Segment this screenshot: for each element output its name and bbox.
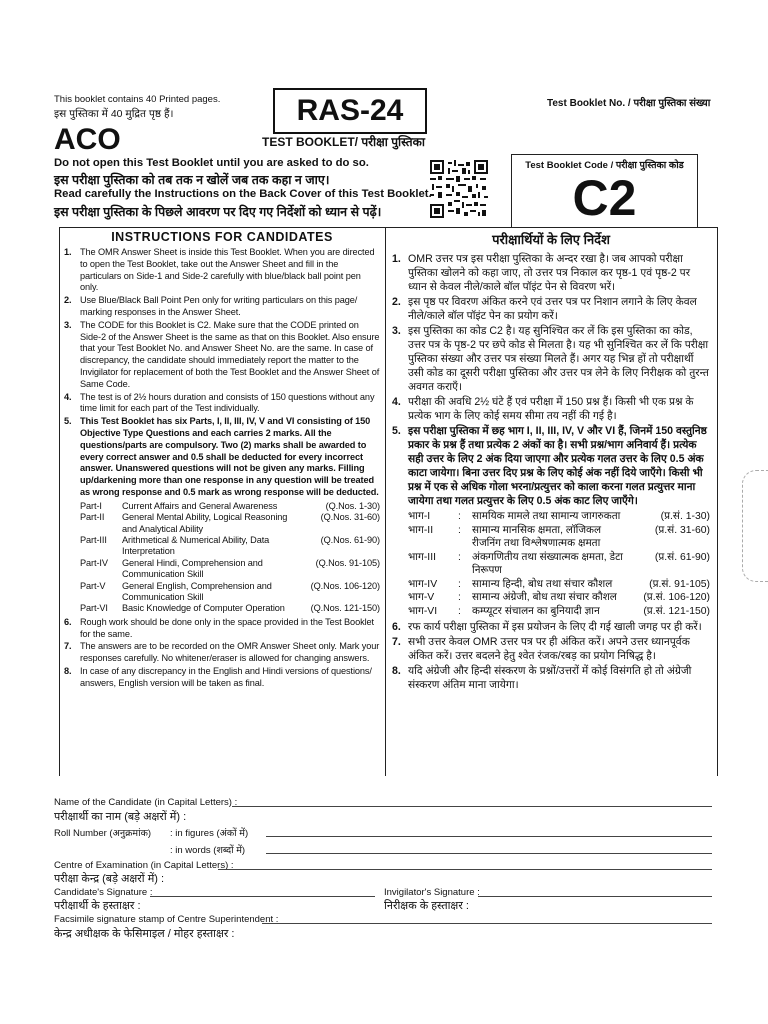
warning-open-en: Do not open this Test Booklet until you are asked to do so.: [54, 157, 369, 169]
en-item-number: 3.: [64, 319, 72, 330]
invigilator-signature-label-en: Invigilator's Signature :: [384, 887, 480, 898]
instructions-hi-list: [392, 252, 710, 692]
hi-part-label: भाग-II: [408, 524, 434, 536]
hi-item: [392, 395, 710, 423]
en-part-label: Part-VI: [80, 603, 108, 614]
hi-item-number: 3.: [392, 325, 401, 337]
en-part-name: General Hindi, Comprehension and Communication Skill: [122, 557, 263, 580]
hi-item-text: इस पुस्तिका का कोड C2 है। यह सुनिश्चित कर लें कि इस पुस्तिका का कोड, उत्तर पत्र के पृष्ठ-2 पर छपे कोड से मिलता है। यह भी सुनिश्चित कर लें कि परीक्षा पुस्तिका संख्या और उत्तर पत्र संख्या मिलते हैं। अगर यह भिन्न हों तो परीक्षार्थी उसी कोड का दूसरी परीक्षा पुस्तिका और उत्तर पत्र लेने के लिए निरीक्षक को तुरन्त अवगत कराएँ।: [408, 325, 709, 393]
en-part-name: Current Affairs and General Awareness: [122, 500, 278, 511]
hi-item-text: OMR उत्तर पत्र इस परीक्षा पुस्तिका के अन्दर रखा है। जब आपको परीक्षा पुस्तिका खोलने को कहा जाए, तो उत्तर पत्र निकाल कर पृष्ठ-1 एवं पृष्ठ-2 पर ध्यान से केवल नीले/काले बॉल पॉइंट पेन से विवरण भरें।: [408, 253, 691, 293]
hi-item-number: 1.: [392, 253, 401, 265]
en-part-label: Part-III: [80, 534, 107, 545]
ras-title: RAS-24: [296, 94, 404, 127]
hi-part-questions: (प्र.सं. 121-150): [643, 605, 710, 617]
hi-part-name: सामान्य मानसिक क्षमता, लॉजिकल रीजनिंग तथा विश्लेषणात्मक क्षमता: [472, 524, 602, 549]
warning-read-en: Read carefully the Instructions on the Back Cover of this Test Booklet.: [54, 188, 432, 200]
en-item: [64, 617, 380, 641]
en-part-label: Part-I: [80, 500, 102, 511]
hi-item-text: इस पृष्ठ पर विवरण अंकित करने एवं उत्तर पत्र पर निशान लगाने के लिए केवल नीले/काले बॉल पॉइंट पेन का प्रयोग करें।: [408, 296, 697, 322]
en-item-text: Use Blue/Black Ball Point Pen only for writing particulars on this page/ marking responses in the Answer Sheet.: [80, 295, 358, 317]
warning-open-hi: इस परीक्षा पुस्तिका को तब तक न खोलें जब तक कहा न जाए।: [54, 173, 330, 187]
en-item-text: The answers are to be recorded on the OMR Answer Sheet only. Mark your responses carefully. No whitener/eraser is allowed for changing answers.: [80, 641, 380, 664]
en-item-text: Rough work should be done only in the space provided in the Test Booklet for the same.: [80, 616, 374, 639]
colon-separator: :: [458, 605, 461, 617]
hi-part-questions: (प्र.सं. 91-105): [649, 578, 710, 590]
en-part-questions: (Q.Nos. 91-105): [315, 557, 380, 568]
hi-item-number: 2.: [392, 296, 401, 308]
hi-part-questions: (प्र.सं. 61-90): [654, 551, 710, 563]
hi-part-name: सामान्य अंग्रेजी, बोध तथा संचार कौशल: [472, 592, 617, 603]
name-label-hi: परीक्षार्थी का नाम (बड़े अक्षरों में) :: [54, 811, 187, 823]
hi-part-name: सामान्य हिन्दी, बोध तथा संचार कौशल: [472, 578, 613, 590]
en-part-questions: (Q.Nos. 1-30): [325, 500, 380, 511]
en-part-name: General Mental Ability, Logical Reasoning and Analytical Ability: [122, 512, 288, 534]
hi-part-questions: (प्र.सं. 31-60): [654, 524, 710, 536]
hi-part-name: सामयिक मामले तथा सामान्य जागरुकता: [472, 511, 621, 522]
colon-separator: :: [458, 551, 461, 563]
frame-right-line: [717, 227, 718, 776]
roll-figures-label: : in figures (अंकों में): [170, 828, 249, 839]
booklet-code-label: Test Booklet Code / परीक्षा पुस्तिका कोड: [525, 160, 684, 171]
hi-item-text: रफ कार्य परीक्षा पुस्तिका में इस प्रयोजन के लिए दी गई खाली जगह पर ही करें।: [408, 621, 702, 633]
hi-item: [392, 620, 710, 634]
colon-separator: :: [458, 511, 461, 522]
name-line[interactable]: [232, 806, 712, 807]
en-item-text: The OMR Answer Sheet is inside this Test Booklet. When you are directed to open the Test Booklet, take out the Answer Sheet and fill in the particulars on Side-1 and Side-2 carefully with blue/black ball point pen only.: [80, 247, 375, 293]
instructions-en-list: [64, 247, 380, 690]
en-item-number: 4.: [64, 391, 72, 402]
hi-item: [392, 295, 710, 323]
pages-hi: इस पुस्तिका में 40 मुद्रित पृष्ठ हैं।: [54, 108, 174, 120]
centre-line[interactable]: [218, 869, 712, 870]
en-item: [64, 666, 380, 690]
en-parts-table: [80, 501, 380, 615]
en-item: [64, 416, 380, 499]
colon-separator: :: [458, 592, 461, 603]
en-item-number: 5.: [64, 416, 72, 427]
pages-en: This booklet contains 40 Printed pages.: [54, 94, 221, 105]
hi-part-name: अंकगणितीय तथा संख्यात्मक क्षमता, डेटा निरूपण: [472, 551, 623, 576]
hi-part-label: भाग-I: [408, 511, 431, 522]
en-part-questions: (Q.Nos. 121-150): [310, 603, 380, 614]
en-part-name: Basic Knowledge of Computer Operation: [122, 603, 285, 614]
test-booklet-label: TEST BOOKLET/ परीक्षा पुस्तिका: [262, 135, 425, 149]
frame-top-line: [59, 227, 717, 228]
en-part-label: Part-II: [80, 512, 105, 523]
hi-parts-table: [408, 510, 710, 618]
booklet-code-box: [511, 154, 698, 228]
frame-divider-line: [385, 227, 386, 776]
instructions-en-title: INSTRUCTIONS FOR CANDIDATES: [111, 230, 333, 244]
qr-code-icon: [430, 160, 488, 218]
centre-label-en: Centre of Examination (in Capital Letters) :: [54, 860, 234, 871]
roll-figures-line[interactable]: [266, 836, 712, 837]
en-part-label: Part-IV: [80, 557, 108, 568]
hi-part-questions: (प्र.सं. 106-120): [643, 592, 710, 603]
hi-part-label: भाग-IV: [408, 578, 438, 590]
stamp-label-hi: केन्द्र अधीक्षक के फेसिमाइल / मोहर हस्ताक्षर :: [54, 928, 235, 940]
hi-item-number: 6.: [392, 621, 401, 633]
ras-box: [273, 88, 427, 134]
hi-part-questions: (प्र.सं. 1-30): [660, 511, 710, 522]
name-label-en: Name of the Candidate (in Capital Letters) :: [54, 797, 238, 808]
hi-item-number: 8.: [392, 665, 401, 677]
invigilator-signature-label-hi: निरीक्षक के हस्ताक्षर :: [384, 900, 469, 912]
booklet-no-label: Test Booklet No. / परीक्षा पुस्तिका संख्या: [547, 98, 711, 109]
hi-item-text: सभी उत्तर केवल OMR उत्तर पत्र पर ही अंकित करें। अपने उत्तर ध्यानपूर्वक अंकित करें। उत्तर बदलने हेतु श्वेत रंजक/रबड़ का प्रयोग निषिद्ध है।: [408, 636, 690, 662]
hi-item-text: यदि अंग्रेजी और हिन्दी संस्करण के प्रश्नों/उत्तरों में कोई विसंगति हो तो अंग्रेजी संस्करण अंतिम माना जायेगा।: [408, 665, 692, 691]
hi-item-text: परीक्षा की अवधि 2½ घंटे हैं एवं परीक्षा में 150 प्रश्न हैं। किसी भी एक प्रश्न के प्रत्येक भाग के लिए कोई समय सीमा तय नहीं की गई है।: [408, 396, 694, 422]
en-item-text: The test is of 2½ hours duration and consists of 150 questions without any time limit for each part of the Test individually.: [80, 391, 375, 414]
en-item-text: This Test Booklet has six Parts, I, II, III, IV, V and VI consisting of 150 Objective Type Questions and each carries 2 marks. All the questions/parts are compulsory. Two (2) marks shall be awarded to every correct answer and 0.5 shall be deducted for every incorrect answer. Unanswered questions will not be given any marks. Filling up/darkening more than one response in any question will be treated as wrong response and 0.5 mark as wrong response will be deducted.: [80, 416, 379, 497]
en-item: [64, 392, 380, 416]
en-part-label: Part-V: [80, 580, 106, 591]
invigilator-signature-line[interactable]: [478, 896, 712, 897]
en-part-name: General English, Comprehension and Communication Skill: [122, 580, 272, 602]
colon-separator: :: [458, 524, 461, 536]
en-item-text: In case of any discrepancy in the English and Hindi versions of questions/ answers, English version will be taken as final.: [80, 665, 372, 688]
en-item-number: 2.: [64, 295, 72, 306]
instructions-hi-title: परीक्षार्थियों के लिए निर्देश: [492, 232, 610, 247]
frame-left-line: [59, 227, 60, 776]
instructions-hi: [392, 230, 710, 693]
hi-item-number: 4.: [392, 396, 401, 408]
centre-label-hi: परीक्षा केन्द्र (बड़े अक्षरों में) :: [54, 873, 165, 885]
candidate-signature-label-en: Candidate's Signature :: [54, 887, 153, 898]
aco-label: ACO: [54, 123, 121, 156]
en-part-questions: (Q.Nos. 61-90): [320, 534, 380, 545]
roll-words-line[interactable]: [266, 853, 712, 854]
hi-item-number: 7.: [392, 636, 401, 648]
hi-part-label: भाग-V: [408, 592, 435, 603]
en-item: [64, 320, 380, 391]
candidate-signature-label-hi: परीक्षार्थी के हस्ताक्षर :: [54, 900, 141, 912]
hi-part-label: भाग-III: [408, 551, 436, 563]
roll-label: Roll Number (अनुक्रमांक): [54, 828, 152, 839]
hi-part-name: कम्प्यूटर संचालन का बुनियादी ज्ञान: [472, 605, 600, 617]
en-item: [64, 295, 380, 319]
en-item: [64, 247, 380, 294]
hi-item: [392, 635, 710, 663]
instructions-en: [64, 230, 380, 691]
en-item-text: The CODE for this Booklet is C2. Make sure that the CODE printed on Side-2 of the Answer Sheet is the same as that on this Booklet. Also ensure that your Test Booklet No. and Answer Sheet No. are the same. In case of discrepancy, the candidate should immediately report the matter to the Invigilator for replacement of both the Test Booklet and the Answer Sheet of Same Code.: [80, 319, 380, 389]
en-part-questions: (Q.Nos. 31-60): [320, 512, 380, 523]
hi-part-label: भाग-VI: [408, 605, 438, 617]
en-part-name: Arithmetical & Numerical Ability, Data Interpretation: [122, 534, 270, 557]
en-part-questions: (Q.Nos. 106-120): [310, 580, 380, 591]
roll-words-label: : in words (शब्दों में): [170, 845, 246, 856]
stamp-line[interactable]: [262, 923, 712, 924]
en-item-number: 6.: [64, 616, 72, 627]
candidate-signature-line[interactable]: [150, 896, 375, 897]
hi-item: [392, 424, 710, 508]
colon-separator: :: [458, 578, 461, 590]
hi-item: [392, 324, 710, 394]
cut-mark: [742, 470, 768, 582]
hi-item-text: इस परीक्षा पुस्तिका में छह भाग I, II, III, IV, V और VI हैं, जिनमें 150 वस्तुनिष्ठ प्रकार के प्रश्न हैं तथा प्रत्येक 2 अंकों का है। सभी प्रश्न/भाग अनिवार्य हैं। प्रत्येक सही उत्तर के लिए 2 अंक दिया जाएगा और प्रत्येक गलत उत्तर के लिए 0.5 अंक काटा जायेगा। बिना उत्तर दिए प्रश्न के लिए कोई अंक नहीं दिये जाएँगे। किसी भी प्रश्न में एक से अधिक गोला भरना/प्रत्युत्तर को काला करना गलत प्रत्युत्तर माना जायेगा तथा गलत प्रत्युत्तर के लिए 0.5 अंक काट लिए जाएँगे।: [408, 425, 707, 507]
warning-read-hi: इस परीक्षा पुस्तिका के पिछले आवरण पर दिए गए निर्देशों को ध्यान से पढ़ें।: [54, 205, 382, 219]
en-item-number: 8.: [64, 665, 72, 676]
en-item-number: 7.: [64, 641, 72, 652]
hi-item-number: 5.: [392, 425, 401, 437]
en-item: [64, 641, 380, 665]
en-item-number: 1.: [64, 247, 72, 257]
stamp-label-en: Facsimile signature stamp of Centre Superintendent :: [54, 914, 279, 925]
hi-item: [392, 252, 710, 294]
hi-item: [392, 664, 710, 692]
booklet-code-value: C2: [572, 170, 637, 226]
